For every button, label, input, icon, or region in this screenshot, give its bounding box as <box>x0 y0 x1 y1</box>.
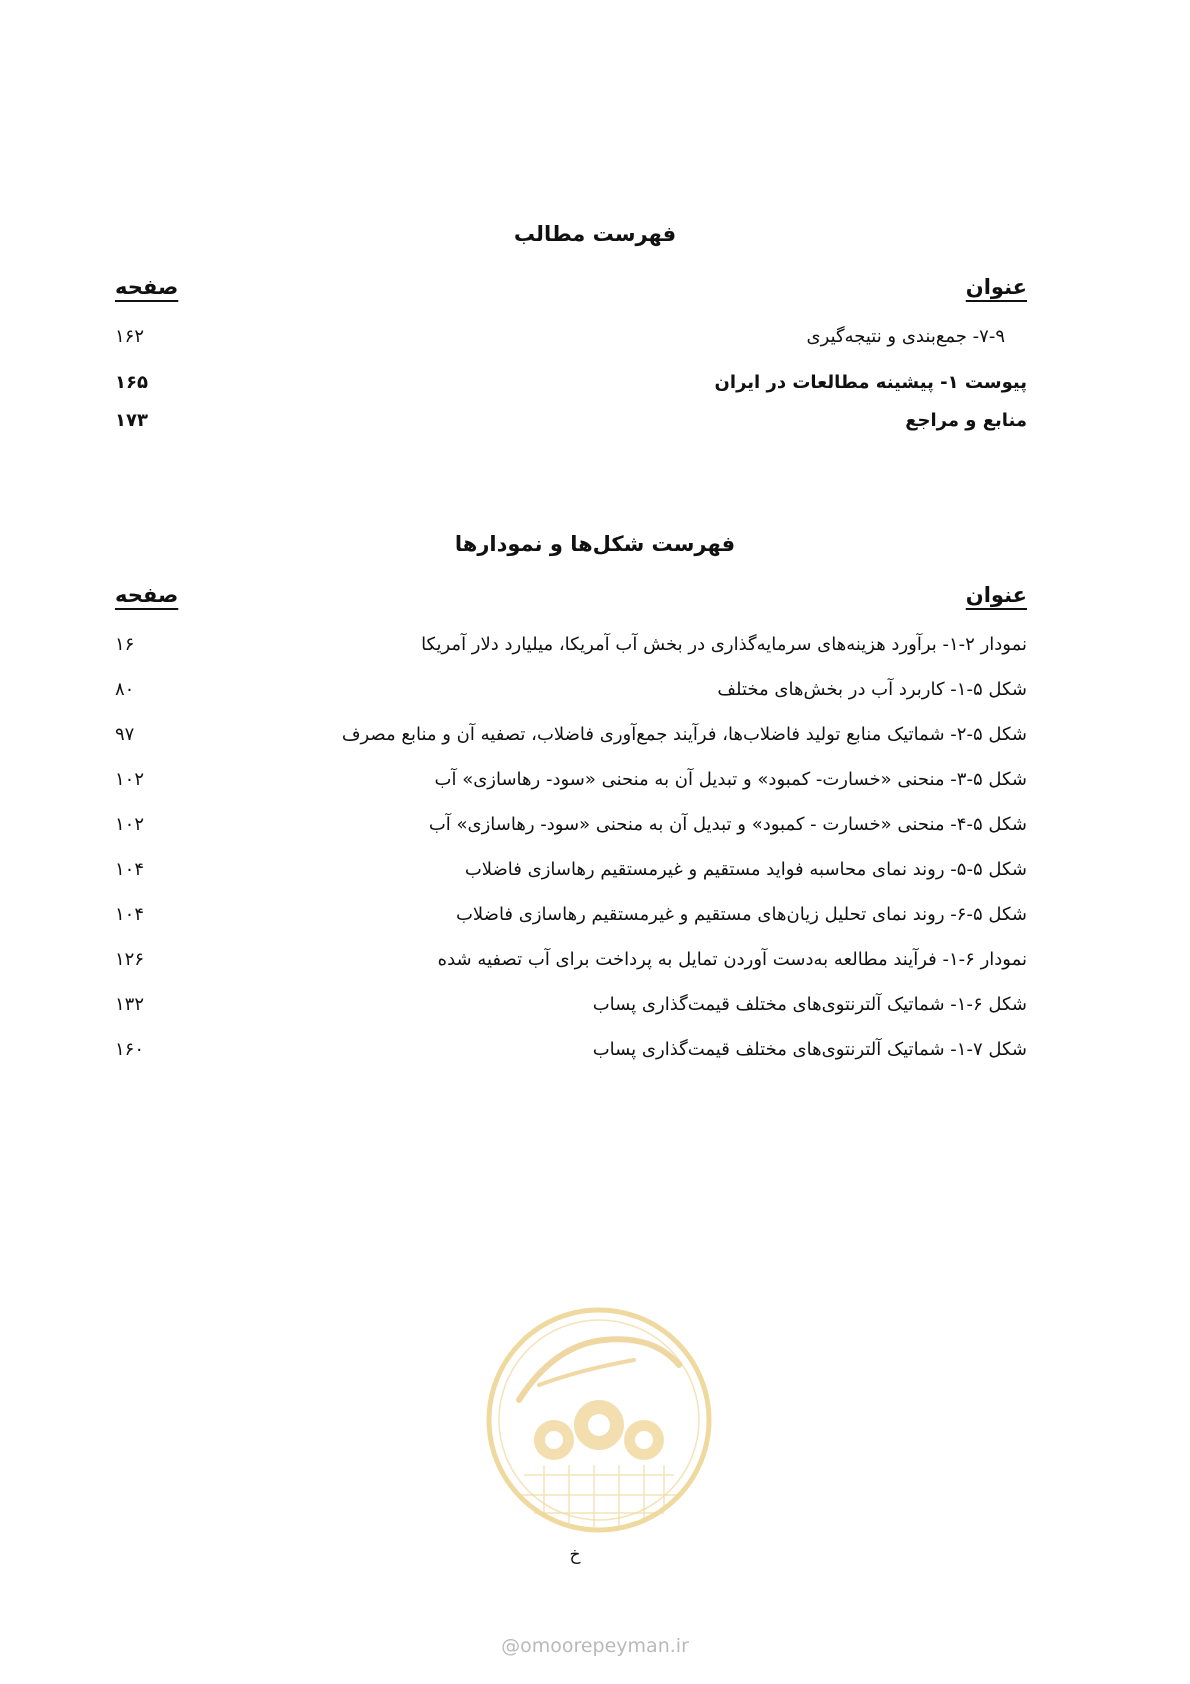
figure-entry[interactable] <box>115 854 1027 884</box>
figure-entry-page: ۹۷ <box>115 723 135 745</box>
toc-entry[interactable] <box>115 367 1027 397</box>
figure-entry-title: نمودار ۲-۱- برآورد هزینه‌های سرمایه‌گذاری در بخش آب آمریکا، میلیارد دلار آمریکا <box>421 633 1027 655</box>
figure-entry[interactable] <box>115 1034 1027 1064</box>
figure-entry-page: ۱۳۲ <box>115 993 145 1015</box>
toc-entry-page: ۱۶۲ <box>115 325 145 347</box>
toc-entry-page: ۱۷۳ <box>115 409 148 431</box>
globe-icon: @ <box>501 1635 521 1657</box>
toc-entry-title: ۷-۹- جمع‌بندی و نتیجه‌گیری <box>806 325 1005 347</box>
figure-entry-page: ۱۲۶ <box>115 948 145 970</box>
toc-entry-title: منابع و مراجع <box>905 409 1027 431</box>
figure-entry[interactable] <box>115 809 1027 839</box>
figure-entry-title: شکل ۷-۱- شماتیک آلترنتوی‌های مختلف قیمت‌گذاری پساب <box>592 1038 1027 1060</box>
figure-entry-title: شکل ۵-۱- کاربرد آب در بخش‌های مختلف <box>717 678 1027 700</box>
figure-entry-page: ۱۰۴ <box>115 903 145 925</box>
figure-entry-title: شکل ۵-۲- شماتیک منابع تولید فاضلاب‌ها، فرآیند جمع‌آوری فاضلاب، تصفیه آن و منابع مصرف <box>341 723 1027 745</box>
figure-entry-title: شکل ۶-۱- شماتیک آلترنتوی‌های مختلف قیمت‌گذاری پساب <box>592 993 1027 1015</box>
figure-entry-title: شکل ۵-۵- روند نمای محاسبه فواید مستقیم و غیرمستقیم رهاسازی فاضلاب <box>464 858 1027 880</box>
figure-entry-title: شکل ۵-۳- منحنی «خسارت- کمبود» و تبدیل آن به منحنی «سود- رهاسازی» آب <box>434 768 1027 790</box>
page-number: خ <box>569 1545 581 1565</box>
figure-entry[interactable] <box>115 989 1027 1019</box>
website-footer <box>0 1635 1190 1657</box>
figure-entry-page: ۸۰ <box>115 678 135 700</box>
figure-entry[interactable] <box>115 719 1027 749</box>
figure-entry[interactable] <box>115 674 1027 704</box>
toc-title: فهرست مطالب <box>513 222 677 246</box>
toc-entry[interactable] <box>115 321 1027 351</box>
website-text: omoorepeyman.ir <box>520 1635 689 1657</box>
figures-column-page: صفحه <box>115 583 179 607</box>
figure-entry-title: شکل ۵-۶- روند نمای تحلیل زیان‌های مستقیم و غیرمستقیم رهاسازی فاضلاب <box>455 903 1027 925</box>
toc-entry[interactable] <box>115 405 1027 435</box>
toc-entry-page: ۱۶۵ <box>115 371 148 393</box>
toc-column-title: عنوان <box>965 275 1027 299</box>
figure-entry-title: نمودار ۶-۱- فرآیند مطالعه به‌دست آوردن تمایل به پرداخت برای آب تصفیه شده <box>437 948 1027 970</box>
figure-entry[interactable] <box>115 944 1027 974</box>
figure-entry-page: ۱۶ <box>115 633 135 655</box>
watermark-seal-icon <box>484 1305 714 1535</box>
figures-title: فهرست شکل‌ها و نمودارها <box>454 532 736 556</box>
figure-entry-title: شکل ۵-۴- منحنی «خسارت - کمبود» و تبدیل آن به منحنی «سود- رهاسازی» آب <box>428 813 1027 835</box>
figure-entry-page: ۱۰۲ <box>115 813 145 835</box>
figure-entry-page: ۱۶۰ <box>115 1038 145 1060</box>
toc-entry-title: پیوست ۱- پیشینه مطالعات در ایران <box>714 371 1027 393</box>
figures-column-title: عنوان <box>965 583 1027 607</box>
figure-entry[interactable] <box>115 629 1027 659</box>
toc-column-page: صفحه <box>115 275 179 299</box>
figure-entry[interactable] <box>115 899 1027 929</box>
figure-entry-page: ۱۰۲ <box>115 768 145 790</box>
figure-entry[interactable] <box>115 764 1027 794</box>
figure-entry-page: ۱۰۴ <box>115 858 145 880</box>
